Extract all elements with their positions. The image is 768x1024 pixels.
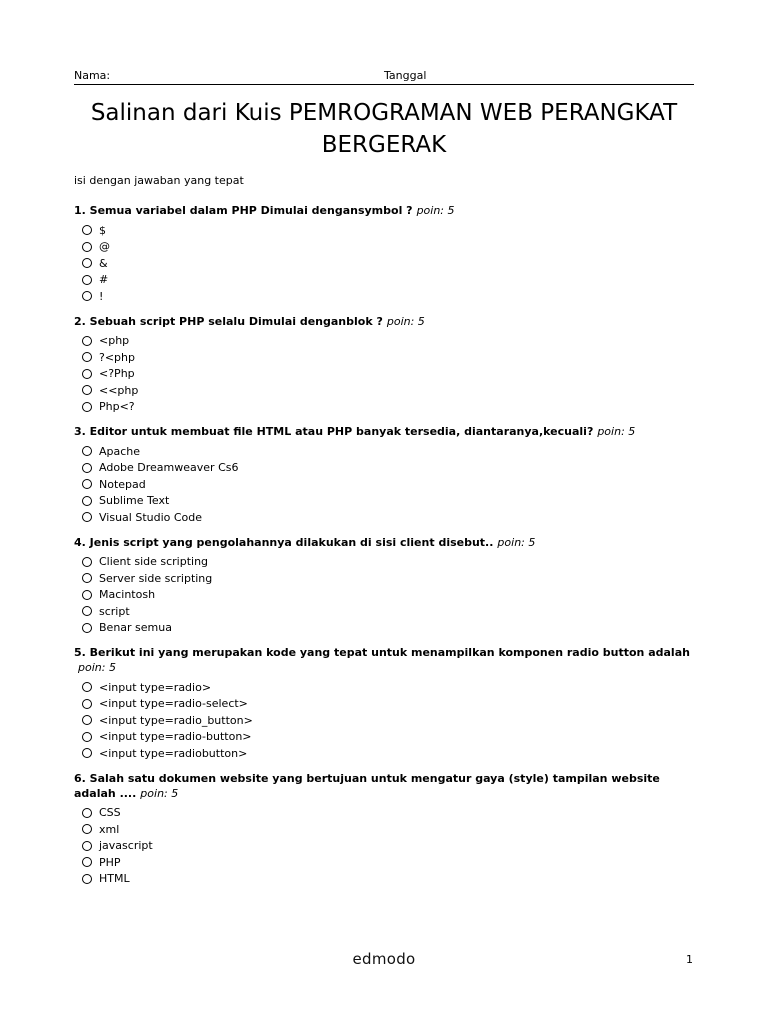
option-label: <?Php [99, 367, 135, 381]
option[interactable] [74, 366, 699, 383]
option-list [74, 333, 699, 416]
option[interactable] [74, 871, 699, 888]
question-points: poin: 5 [78, 661, 116, 674]
question-text [74, 644, 699, 675]
nama-label: Nama: [74, 69, 111, 82]
option-label: xml [99, 822, 120, 836]
question-label: 5. Berikut ini yang merupakan kode yang tepat untuk menampilkan komponen radio button adalah [74, 646, 690, 659]
radio-circle-icon[interactable] [82, 512, 92, 522]
option-label: Client side scripting [99, 555, 209, 569]
radio-circle-icon[interactable] [82, 258, 92, 268]
option-label: ?<php [99, 350, 135, 364]
option[interactable] [74, 272, 699, 289]
radio-circle-icon[interactable] [82, 857, 92, 867]
option[interactable] [74, 821, 699, 838]
question-text [74, 313, 699, 329]
header-row [74, 69, 694, 85]
question-points: poin: 5 [597, 425, 636, 438]
radio-circle-icon[interactable] [82, 573, 92, 583]
option-label: & [99, 256, 108, 270]
option-label: Php<? [99, 400, 135, 414]
option-label: <<php [99, 383, 139, 397]
question-list [74, 202, 699, 895]
radio-circle-icon[interactable] [82, 336, 92, 346]
option-label: Adobe Dreamweaver Cs6 [99, 461, 239, 475]
question-2 [74, 313, 699, 416]
question-6 [74, 770, 699, 888]
option-label: Benar semua [99, 621, 172, 635]
option[interactable] [74, 382, 699, 399]
radio-circle-icon[interactable] [82, 748, 92, 758]
question-points: poin: 5 [497, 535, 536, 549]
question-text [74, 534, 699, 550]
option[interactable] [74, 603, 699, 620]
option[interactable] [74, 460, 699, 477]
option-label: <php [99, 334, 130, 348]
radio-circle-icon[interactable] [82, 874, 92, 884]
radio-circle-icon[interactable] [82, 824, 92, 834]
question-label: 4. Jenis script yang pengolahannya dilakukan di sisi client disebut.. [74, 535, 494, 549]
question-points: poin: 5 [140, 786, 179, 800]
option-label: ! [99, 289, 104, 303]
radio-circle-icon[interactable] [82, 808, 92, 818]
option-label: <input type=radio-button> [99, 730, 252, 744]
option-label: javascript [99, 839, 153, 853]
option[interactable] [74, 493, 699, 510]
radio-circle-icon[interactable] [82, 699, 92, 709]
option[interactable] [74, 399, 699, 416]
option[interactable] [74, 696, 699, 713]
radio-circle-icon[interactable] [82, 291, 92, 301]
quiz-title [74, 97, 694, 161]
option-label: <input type=radiobutton> [99, 746, 248, 760]
tanggal-label: Tanggal [384, 69, 427, 82]
option-label: PHP [99, 855, 121, 869]
option-label: # [99, 273, 109, 287]
instruction-text: isi dengan jawaban yang tepat [74, 174, 244, 187]
radio-circle-icon[interactable] [82, 715, 92, 725]
question-5 [74, 644, 699, 762]
question-1 [74, 202, 699, 305]
radio-circle-icon[interactable] [82, 479, 92, 489]
radio-circle-icon[interactable] [82, 557, 92, 567]
radio-circle-icon[interactable] [82, 841, 92, 851]
option[interactable] [74, 554, 699, 571]
option[interactable] [74, 239, 699, 256]
option[interactable] [74, 587, 699, 604]
edmodo-logo: edmodo [352, 950, 416, 968]
option-label: $ [99, 223, 106, 237]
option[interactable] [74, 838, 699, 855]
radio-circle-icon[interactable] [82, 369, 92, 379]
option-label: Server side scripting [99, 571, 213, 585]
radio-circle-icon[interactable] [82, 732, 92, 742]
radio-circle-icon[interactable] [82, 463, 92, 473]
question-3 [74, 423, 699, 526]
option[interactable] [74, 729, 699, 746]
option-list [74, 443, 699, 526]
radio-circle-icon[interactable] [82, 225, 92, 235]
option[interactable] [74, 745, 699, 762]
option-list [74, 554, 699, 637]
radio-circle-icon[interactable] [82, 352, 92, 362]
question-label: 1. Semua variabel dalam PHP Dimulai dengansymbol ? [74, 204, 413, 217]
question-text [74, 202, 699, 218]
question-points: poin: 5 [416, 204, 455, 217]
question-label: 3. Editor untuk membuat file HTML atau PHP banyak tersedia, diantaranya,kecuali? [74, 425, 594, 438]
option[interactable] [74, 333, 699, 350]
option[interactable] [74, 349, 699, 366]
option-label: Apache [99, 444, 141, 458]
option[interactable] [74, 679, 699, 696]
option-list [74, 805, 699, 888]
option[interactable] [74, 255, 699, 272]
radio-circle-icon[interactable] [82, 682, 92, 692]
option-list [74, 679, 699, 762]
radio-circle-icon[interactable] [82, 606, 92, 616]
option-label: CSS [99, 806, 121, 820]
question-label: 2. Sebuah script PHP selalu Dimulai denganblok ? [74, 314, 383, 328]
option-label: <input type=radio> [99, 680, 212, 694]
option-label: <input type=radio_button> [99, 713, 253, 727]
quiz-title-line-1: Salinan dari Kuis PEMROGRAMAN WEB PERANGKAT [90, 100, 678, 126]
option[interactable] [74, 805, 699, 822]
radio-circle-icon[interactable] [82, 242, 92, 252]
option-label: script [99, 604, 130, 618]
option[interactable] [74, 509, 699, 526]
option[interactable] [74, 854, 699, 871]
option[interactable] [74, 443, 699, 460]
option-label: @ [99, 240, 110, 254]
option[interactable] [74, 288, 699, 305]
question-points: poin: 5 [386, 314, 425, 328]
question-text [74, 423, 699, 439]
option-label: Notepad [99, 477, 146, 491]
option-label: Visual Studio Code [99, 510, 203, 524]
radio-circle-icon[interactable] [82, 385, 92, 395]
option[interactable] [74, 712, 699, 729]
option-list [74, 222, 699, 305]
page-number: 1 [686, 953, 693, 966]
option-label: Macintosh [99, 588, 156, 602]
option[interactable] [74, 570, 699, 587]
question-label: 6. Salah satu dokumen website yang bertujuan untuk mengatur gaya (style) tampilan website adalah .... [74, 771, 660, 800]
question-4 [74, 534, 699, 637]
radio-circle-icon[interactable] [82, 590, 92, 600]
radio-circle-icon[interactable] [82, 402, 92, 412]
option[interactable] [74, 620, 699, 637]
radio-circle-icon[interactable] [82, 496, 92, 506]
radio-circle-icon[interactable] [82, 623, 92, 633]
quiz-title-line-2: BERGERAK [321, 132, 447, 158]
option-label: Sublime Text [99, 494, 170, 508]
option-label: <input type=radio-select> [99, 697, 248, 711]
option[interactable] [74, 222, 699, 239]
radio-circle-icon[interactable] [82, 446, 92, 456]
radio-circle-icon[interactable] [82, 275, 92, 285]
option-label: HTML [99, 872, 130, 886]
option[interactable] [74, 476, 699, 493]
question-text [74, 770, 699, 801]
